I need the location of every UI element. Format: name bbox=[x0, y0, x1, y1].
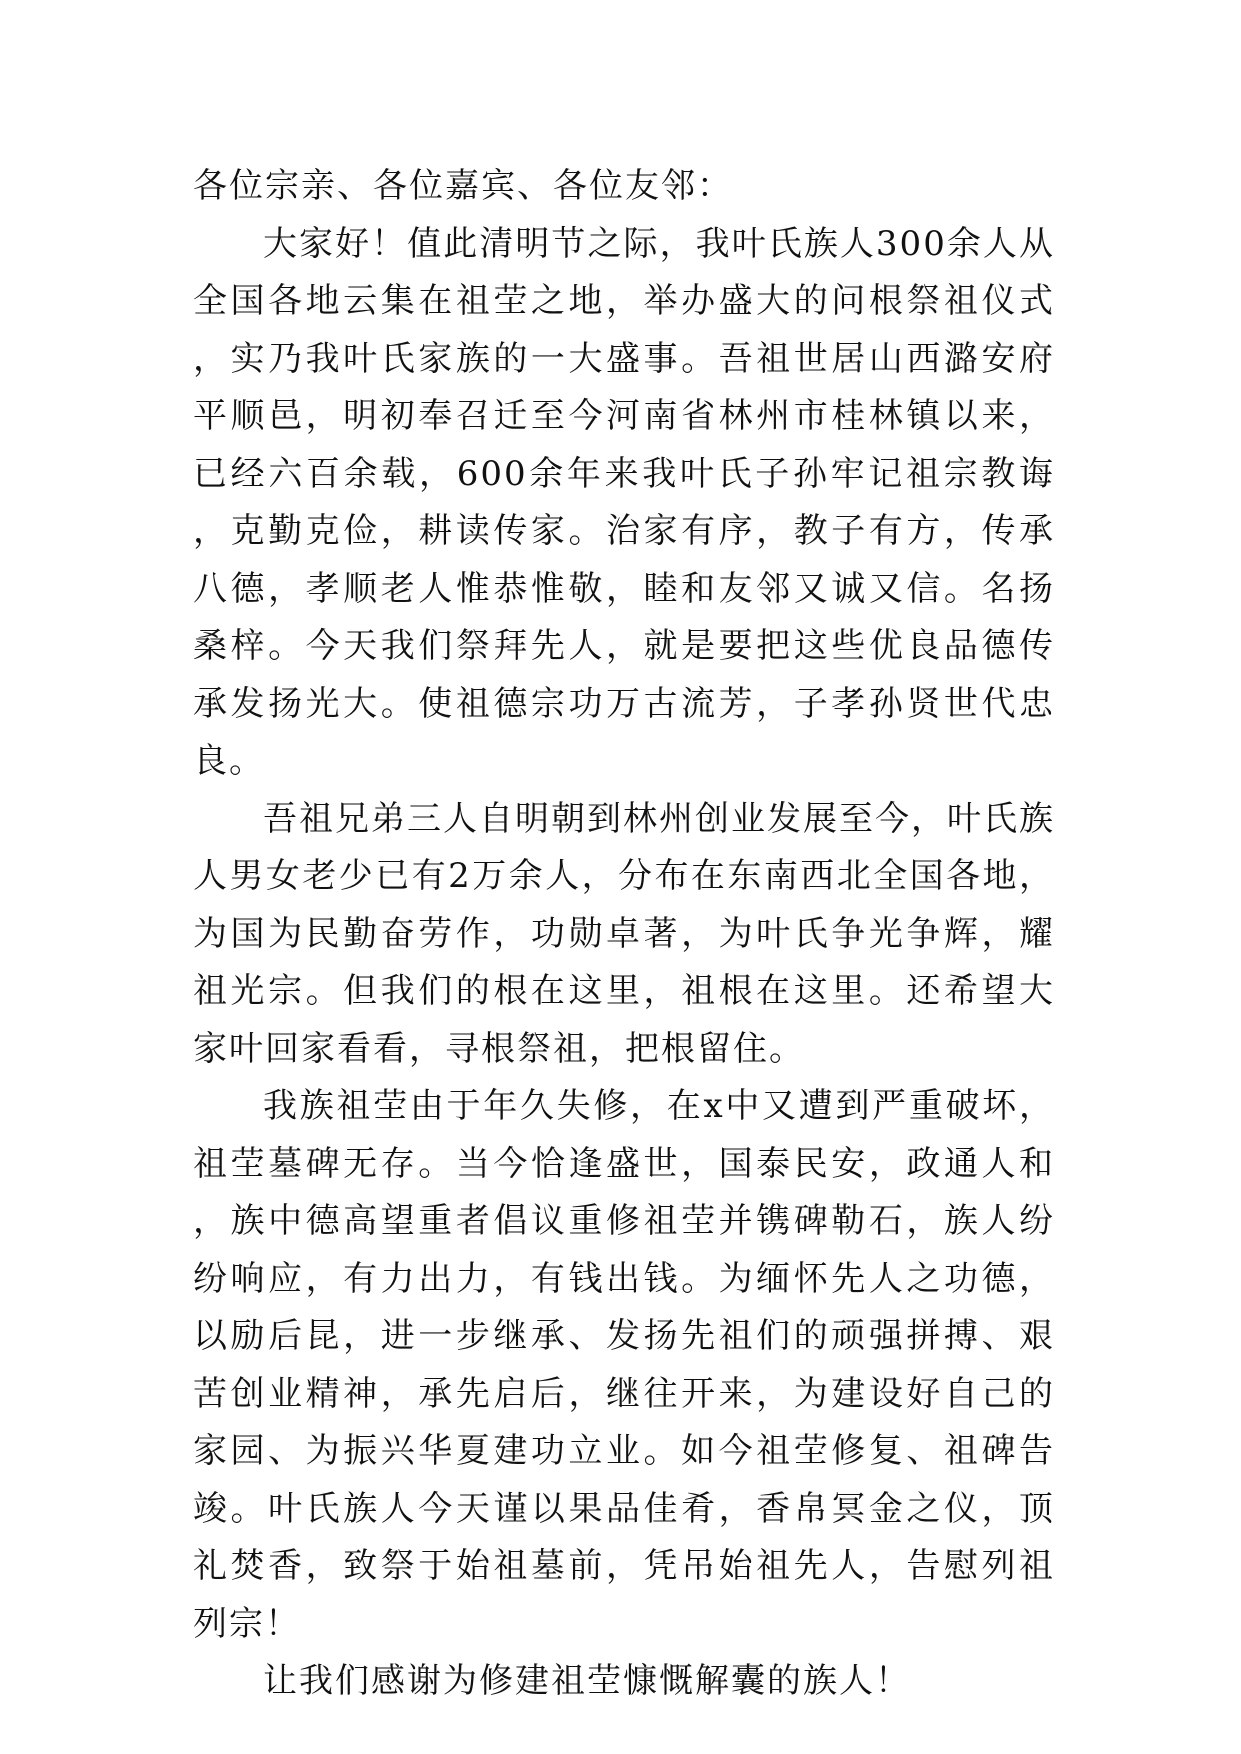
paragraph-thanks: 让我们感谢为修建祖茔慷慨解囊的族人！ bbox=[263, 1661, 911, 1701]
paragraph-greeting: 大家好！值此清明节之际，我叶氏族人300余人从全国各地云集在祖茔之地，举办盛大的问根祭祖仪式，实乃我叶氏家族的一大盛事。吾祖世居山西潞安府平顺邑，明初奉召迁至今河南省林州市桂林镇以来，已经六百余载，600余年来我叶氏子孙牢记祖宗教诲，克勤克俭，耕读传家。治家有序，教子有方，传承八德，孝顺老人惟恭惟敬，睦和友邻又诚又信。名扬桑梓。今天我们祭拜先人，就是要把这些优良品德传承发扬光大。使祖德宗功万古流芳，子孝孙贤世代忠良。 bbox=[193, 223, 1055, 781]
paragraph-restoration: 我族祖茔由于年久失修，在x中又遭到严重破坏，祖茔墓碑无存。当今恰逢盛世，国泰民安，政通人和，族中德高望重者倡议重修祖茔并镌碑勒石，族人纷纷响应，有力出力，有钱出钱。为缅怀先人之功德，以励后昆，进一步继承、发扬先祖们的顽强拼搏、艰苦创业精神，承先启后，继往开来，为建设好自己的家园、为振兴华夏建功立业。如今祖茔修复、祖碑告竣。叶氏族人今天谨以果品佳肴，香帛冥金之仪，顶礼焚香，致祭于始祖墓前，凭吊始祖先人，告慰列祖列宗！ bbox=[193, 1086, 1055, 1644]
salutation: 各位宗亲、各位嘉宾、各位友邻： bbox=[193, 166, 733, 206]
paragraph-ancestry: 吾祖兄弟三人自明朝到林州创业发展至今，叶氏族人男女老少已有2万余人，分布在东南西北全国各地，为国为民勤奋劳作，功勋卓著，为叶氏争光争辉，耀祖光宗。但我们的根在这里，祖根在这里。还希望大家叶回家看看，寻根祭祖，把根留住。 bbox=[193, 798, 1055, 1069]
document-body bbox=[193, 158, 1055, 1711]
